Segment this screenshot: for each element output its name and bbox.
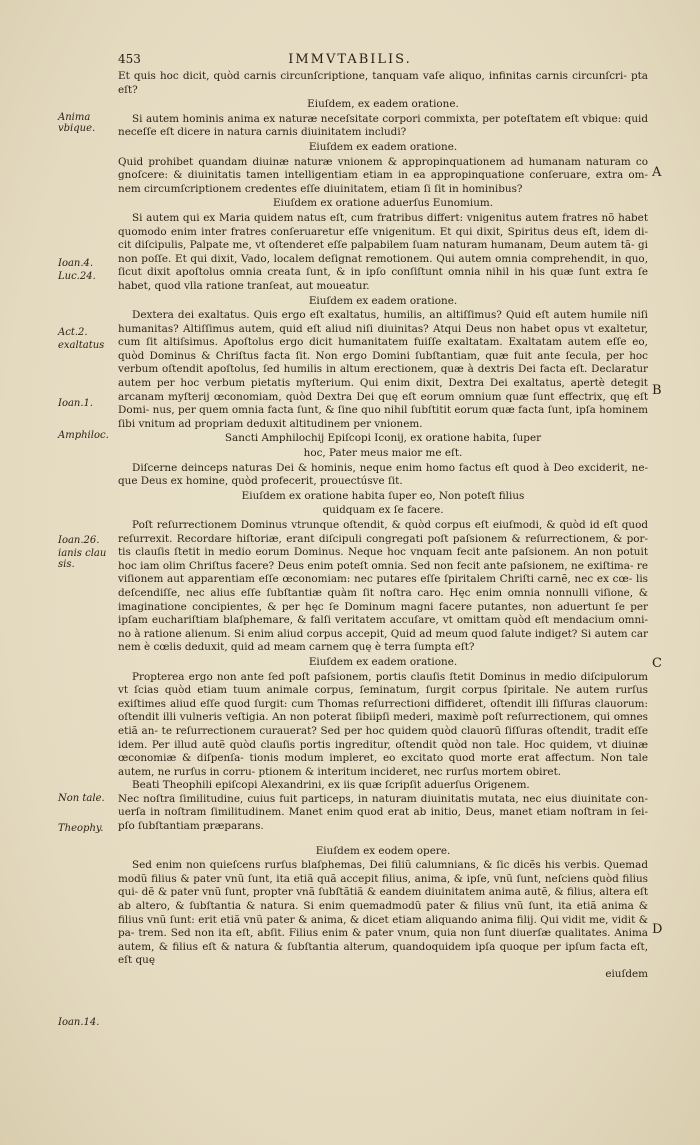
section-heading: Eiuſdem ex eadem oratione. bbox=[308, 140, 458, 153]
margin-note-ioan1: Ioan.1. bbox=[58, 398, 94, 409]
margin-note-theophy: Theophy. bbox=[58, 823, 104, 834]
paragraph: Sed enim non quieſcens rurſus blaſphemas, Dei filiũ calumnians, & ſic dicẽs his verbis. Quemad modũ filius & pater vnũ ſunt, ita etiã quã accepit filius, anima, & ipſe, vnũ ſunt, neſciens quòd filius qui- dẽ & pater vnũ ſunt, propter vnã ſubſtãtiã & eandem diuinitatem anima autẽ, & filius, altera eſt ab altero, & ſubſtantia & natura. Si enim quemadmodũ pater & filius vnũ ſunt, ita etiã anima & filius vnũ ſunt: erit etiã vnũ pater & anima, & dicet etiam aliquando anima filij. Qui vidit me, vidit & pa- trem. Sed non ita eſt, abſit. Filius enim & pater vnum, quia non ſunt diuerſæ qualitates. Anima autem, & filius eſt & natura & ſubſtantia alterum, quandoquidem ipſa quoque per ipſum facta eſt, eſt quę bbox=[118, 859, 648, 967]
margin-note-amphiloc: Amphiloc. bbox=[58, 430, 109, 441]
section-heading: quidquam ex ſe facere. bbox=[322, 504, 444, 517]
margin-note-ianis-clausis: ianis clau sis. bbox=[58, 548, 107, 570]
paragraph: Nec noſtra ſimilitudine, cuius fuit particeps, in naturam diuinitatis mutata, nec eius diuinitate con- uerſa in noſtram ſimilitudinem. Manet enim quod erat ab initio, Deus, manet etiam noſtram in ſei- pſo ſubſtantiam præparans. bbox=[118, 792, 648, 833]
margin-note-anima: Anima vbique. bbox=[58, 112, 96, 134]
section-heading: Eiuſdem ex oratione habita ſuper eo, Non poteſt filius bbox=[241, 489, 525, 502]
paragraph: Et quis hoc dicit, quòd carnis circunſcriptione, tanquam vaſe aliquo, infinitas carnis circunſcri- pta eſt? bbox=[118, 70, 648, 96]
margin-note-ioan26: Ioan.26. bbox=[58, 535, 100, 546]
margin-note-ioan4: Ioan.4. bbox=[58, 258, 94, 269]
paragraph: Si autem hominis anima ex naturæ neceſsitate corpori commixta, per poteſtatem eſt vbique: quid neceſſe eſt dicere in natura carnis diuinitatem includi? bbox=[118, 112, 648, 139]
paragraph: Poſt reſurrectionem Dominus vtrunque oſtendit, & quòd corpus eſt eiuſmodi, & quòd id eſt quod reſurrexit. Recordare hiſtoriæ, erant diſcipuli congregati poſt paſsionem & reſurrectionem, & por- tis clauſis ſtetit in medio eorum Dominus. Neque hoc vnquam fecit ante paſsionem. An non potuit hoc iam olim Chriſtus facere? Deus enim poteſt omnia. Sed non fecit ante paſsionem, ne exiſtima- re viſionem aut apparentiam eſſe œconomiam: nec putares eſſe ſpiritalem Chriſti carnẽ, nec ex cœ- lis deſcendiſſe, nec alius eſſe ſubſtantiæ quàm ſit noſtra caro. Hęc enim omnia nonnulli viſione, & imaginatione concipientes, & per hęc ſe Dominum magni facere putantes, non aduertunt ſe per ipſam euchariſtiam blaſphemare, & falſi veritatem accuſare, vt omittam quòd eſt mendacium omni- no à ratione alienum. Si enim aliud corpus accepit, Quid ad meum quod ſalute indiget? Si autem car nem è cœlis deduxit, quid ad meam carnem quę è terra ſumpta eſt? bbox=[118, 519, 648, 654]
margin-note-luc24: Luc.24. bbox=[58, 271, 96, 282]
section-heading: Sancti Amphilochij Epiſcopi Iconij, ex oratione habita, ſuper bbox=[224, 432, 542, 445]
section-letter-a: A bbox=[652, 165, 662, 180]
margin-note-exaltatus: exaltatus bbox=[58, 340, 105, 351]
section-heading: Eiuſdem, ex eadem oratione. bbox=[307, 98, 459, 111]
paragraph: Quid prohibet quandam diuinæ naturæ vnionem & appropinquationem ad humanam naturam co gnoſcere: & diuinitatis tamen intelligentiam etiam in ea appropinquatione conſeruare, extra om- nem circumſcriptionem credentes eſſe diuinitatem, etiam ſi ſit in hominibus? bbox=[118, 155, 648, 195]
margin-note-act2: Act.2. bbox=[58, 327, 88, 338]
main-text-column bbox=[118, 70, 648, 982]
paragraph: Diſcerne deinceps naturas Dei & hominis, neque enim homo factus eſt quod à Deo exciderit, ne- que Deus ex homine, quòd profecerit, prouectúsve ſit. bbox=[118, 461, 648, 488]
paragraph: Propterea ergo non ante ſed poſt paſsionem, portis clauſis ſtetit Dominus in medio diſcipulorum vt ſcias quòd etiam tuum animale corpus, ſeminatum, ſurgit corpus ſpiritale. Ne autem rurſus exiſtimes aliud eſſe quod ſurgit: cum Thomas reſurrectioni diffideret, oſtendit illi ſiſſuras clauorum: oſtendit illi vulneris veſtigia. An non poterat ſibiipſi mederi, maximè poſt reſurrectionem, qui omnes etiã an- te reſurrectionem curauerat? Sed per hoc quidem quòd clauorũ ſiſſuras oſtendit, tradit eſſe idem. Per illud autẽ quòd clauſis portis ingreditur, oſtendit quòd non tale. Hoc quidem, vt diuinæ œconomiæ & diſpenſa- tionis modum impleret, eo excitato quod morte erat affectum. Non tale autem, ne rurſus in corru- ptionem & interitum incideret, nec rurſus mortem obiret. bbox=[118, 670, 648, 778]
section-heading: Eiuſdem ex oratione aduerſus Eunomium. bbox=[272, 197, 494, 210]
catchword: eiuſdem bbox=[605, 968, 648, 980]
section-letter-d: D bbox=[652, 922, 663, 937]
section-heading: Eiuſdem ex eodem opere. bbox=[315, 844, 451, 857]
margin-note-non-tale: Non tale. bbox=[58, 793, 105, 804]
paragraph: Si autem qui ex Maria quidem natus eſt, cum fratribus differt: vnigenitus autem fratres nõ habet quomodo enim inter fratres conſeruaretur eſſe vnigenitum. Et qui dixit, Spiritus deus eſt, idem di- cit diſcipulis, Palpate me, vt oſtenderet eſſe palpabilem ſuam naturam humanam, Deum autem tã- gi non poſſe. Et qui dixit, Vado, localem deſignat remotionem. Qui autem omnia comprehendit, in quo, ſicut dixit apoſtolus omnia creata ſunt, & in ipſo conſiſtunt omnia nihil in his quæ ſunt extra ſe habet, quod vlla ratione tranſeat, aut moueatur. bbox=[118, 211, 648, 292]
paragraph: Beati Theophili epiſcopi Alexandrini, ex iis quæ ſcripſit aduerſus Origenem. bbox=[132, 779, 530, 792]
running-title: IMMVTABILIS. bbox=[288, 52, 412, 67]
section-letter-b: B bbox=[652, 383, 662, 398]
section-heading: Eiuſdem ex eadem oratione. bbox=[308, 655, 458, 668]
section-letter-c: C bbox=[652, 656, 662, 671]
margin-note-ioan14: Ioan.14. bbox=[58, 1017, 100, 1028]
paragraph: Dextera dei exaltatus. Quis ergo eſt exaltatus, humilis, an altiſſimus? Quid eſt autem humile niſi humanitas? Altiſſimus autem, quid eſt aliud niſi diuinitas? Atqui Deus non habet opus vt exaltetur, cum ſit altiſsimus. Apoſtolus ergo dicit humanitatem fuiſſe exaltatam. Exaltatam autem eſſe eo, quòd Dominus & Chriſtus facta ſit. Non ergo Domini ſubſtantiam, quæ fuit ante ſecula, per hoc verbum oſtendit apoſtolus, ſed humilis in altum erectionem, quæ à dextris Dei facta eſt. Declaratur autem per hoc verbum pietatis myſterium. Qui enim dixit, Dextra Dei exaltatus, apertè detegit arcanam myſterij œconomiam, quòd Dextra Dei quę eſt eorum omnium quæ ſunt effectrix, quę eſt Domi- nus, per quem omnia facta ſunt, & ſine quo nihil ſubſtitit eorum quæ facta ſunt, ipſa hominem ſibi vnitum ad propriam deduxit altitudinem per vnionem. bbox=[118, 309, 648, 430]
section-heading: hoc, Pater meus maior me eſt. bbox=[303, 447, 463, 460]
page-number: 453 bbox=[118, 52, 141, 66]
running-head bbox=[0, 52, 700, 72]
section-heading: Eiuſdem ex eadem oratione. bbox=[308, 294, 458, 307]
